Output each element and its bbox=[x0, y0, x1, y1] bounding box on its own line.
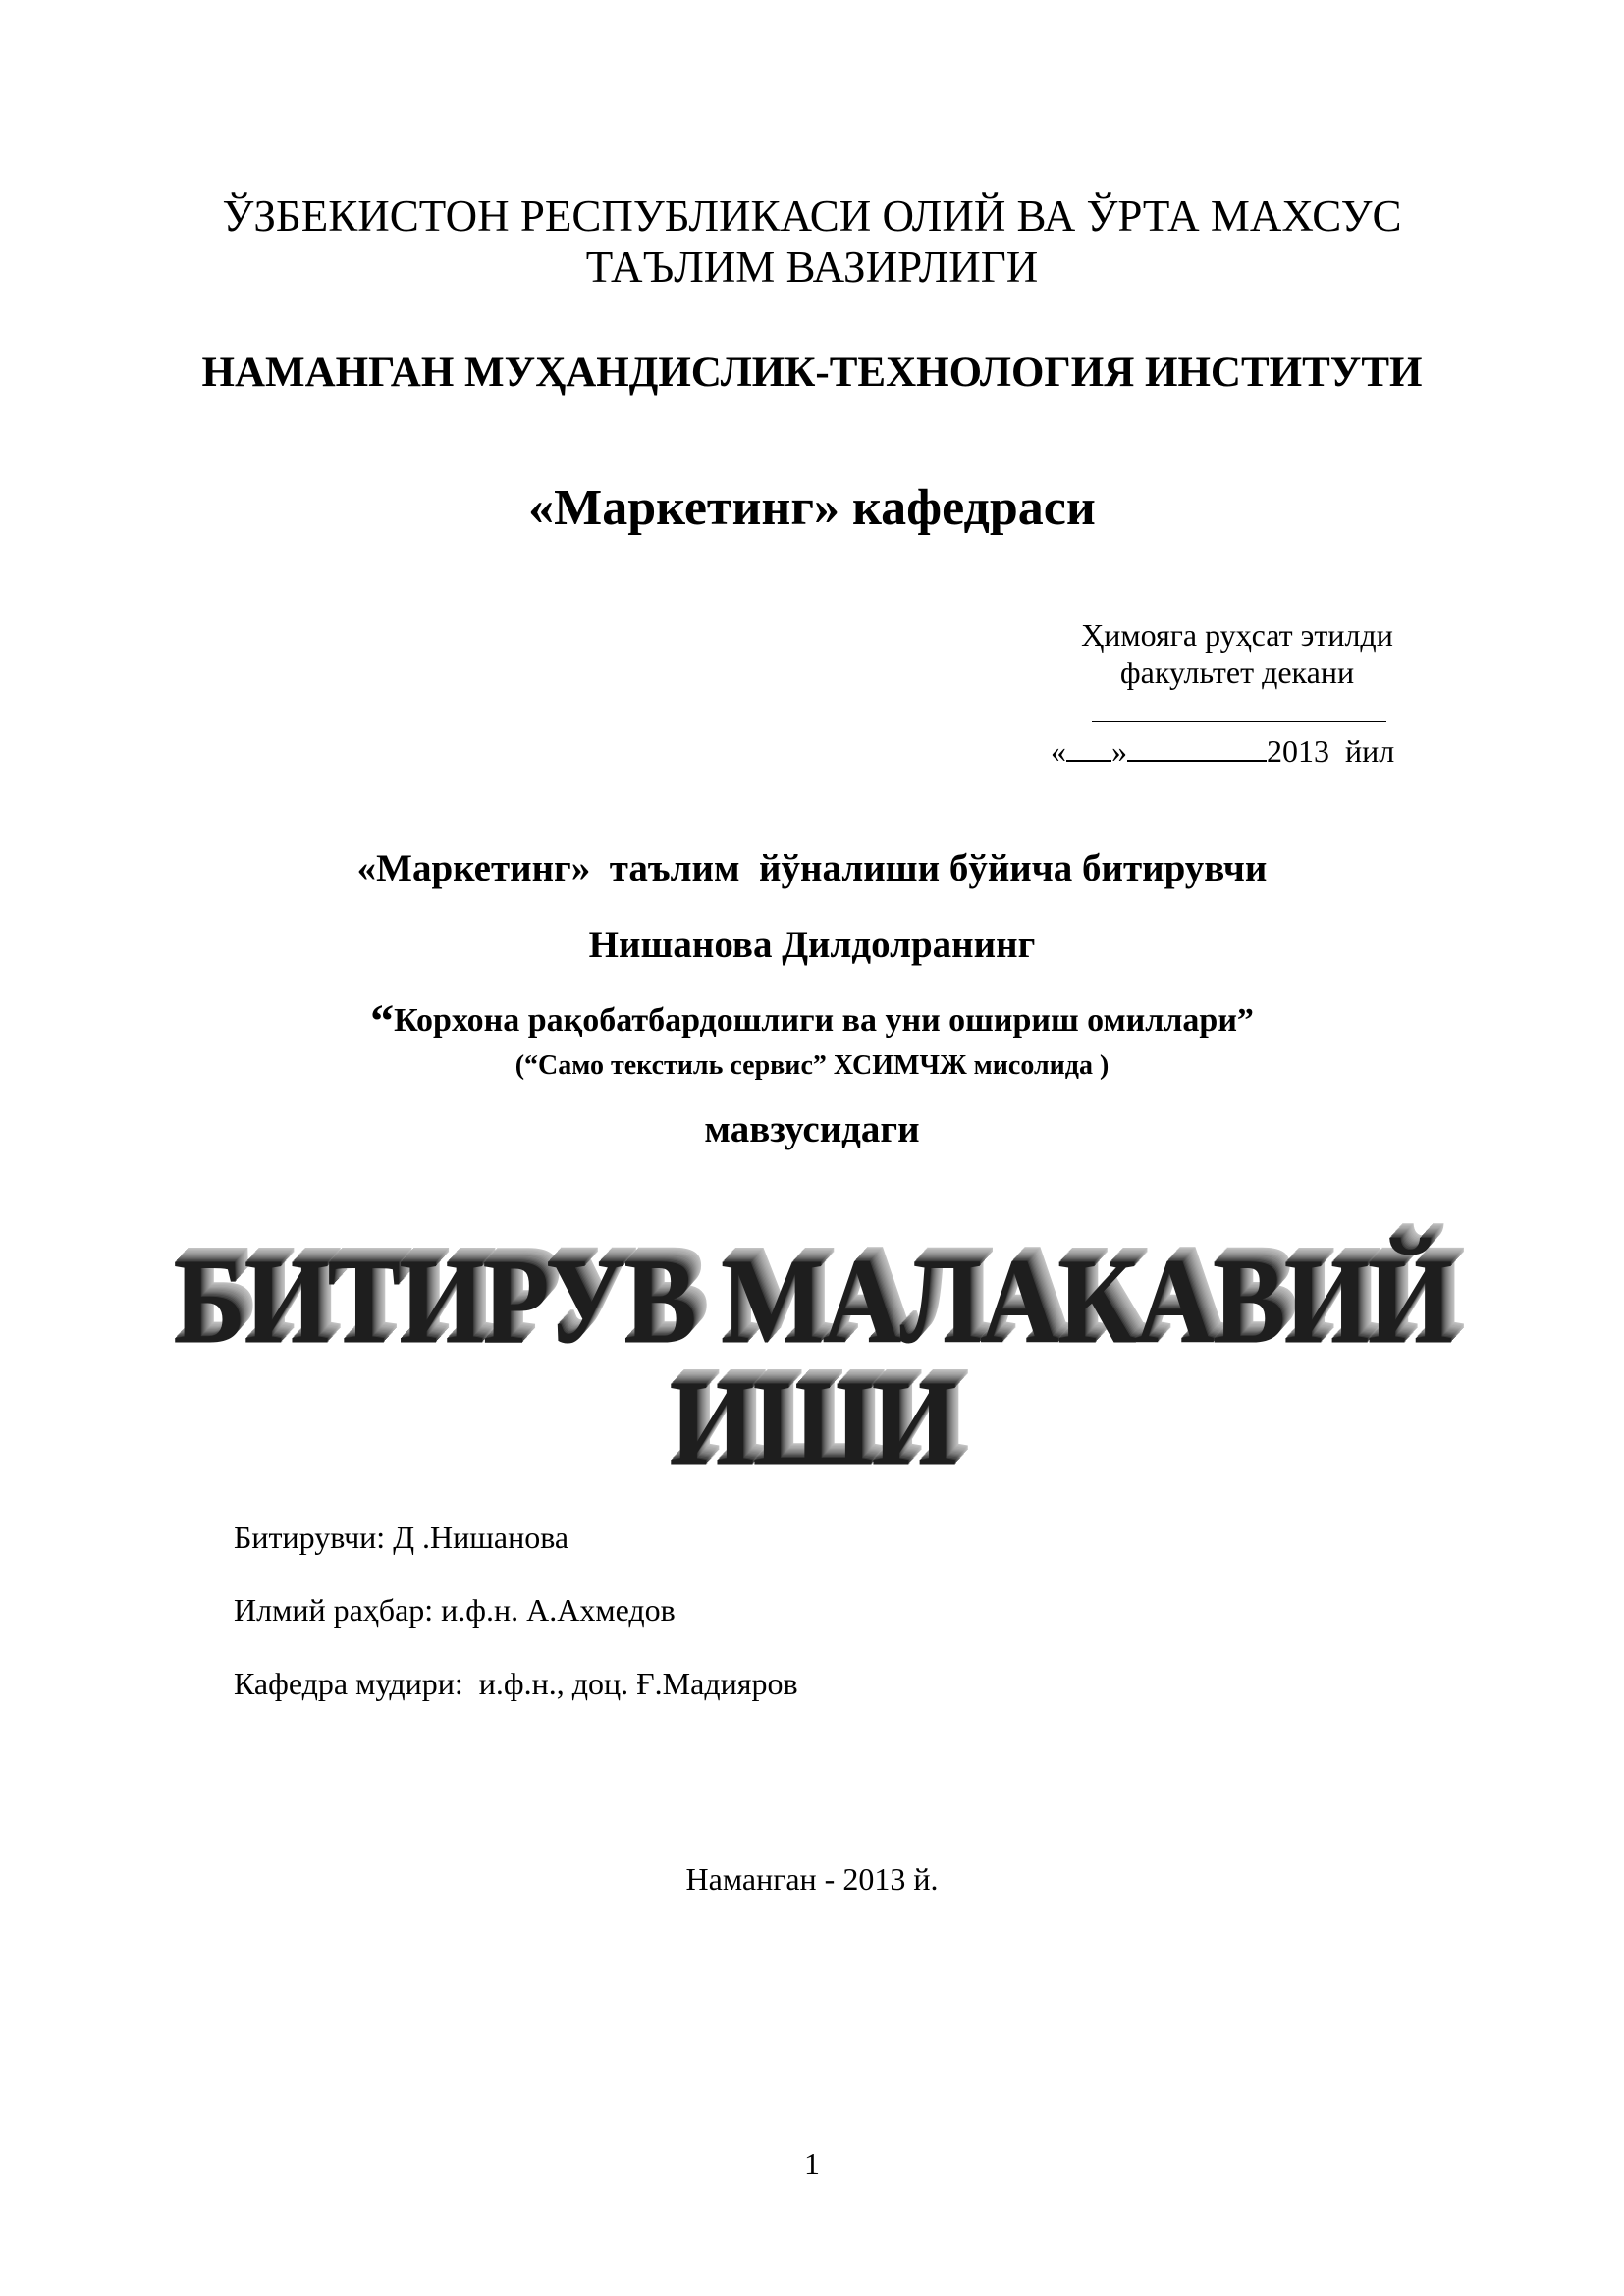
date-day-blank bbox=[1066, 730, 1111, 762]
topic-suffix: мавзусидаги bbox=[704, 1108, 920, 1150]
thesis-case: (“Само текстиль сервис” ХСИМЧЖ мисолида ) bbox=[514, 1050, 1110, 1081]
department-head-line: Кафедра мудири: и.ф.н., доц. Ғ.Мадияров bbox=[234, 1666, 798, 1701]
page-number: 1 bbox=[804, 2146, 820, 2181]
date-suffix: йил bbox=[1345, 733, 1395, 769]
department-name: «Маркетинг» кафедраси bbox=[528, 480, 1096, 536]
ministry-title-line-1: ЎЗБЕКИСТОН РЕСПУБЛИКАСИ ОЛИЙ ВА ЎРТА МАХСУС bbox=[222, 191, 1402, 240]
approval-line-1: Ҳимояга руҳсат этилди bbox=[1081, 617, 1393, 653]
approval-date bbox=[1051, 730, 1394, 770]
work-type-title-line-1: БИТИРУВ МАЛАКАВИЙ bbox=[173, 1233, 1451, 1370]
date-month-blank bbox=[1127, 730, 1267, 762]
work-type-title-line-2: ИШИ bbox=[669, 1355, 955, 1492]
thesis-topic bbox=[0, 995, 1624, 1047]
city-year: Наманган - 2013 й. bbox=[685, 1861, 939, 1896]
graduate-line: Битирувчи: Д .Нишанова bbox=[234, 1520, 569, 1555]
date-close-quote: » bbox=[1111, 733, 1127, 769]
date-year: 2013 bbox=[1267, 733, 1329, 769]
approval-line-2: факультет декани bbox=[1119, 655, 1355, 690]
ministry-title-line-2: ТАЪЛИМ ВАЗИРЛИГИ bbox=[585, 242, 1039, 292]
dean-signature-line bbox=[1092, 721, 1386, 722]
institute-name: НАМАНГАН МУҲАНДИСЛИК-ТЕХНОЛОГИЯ ИНСТИТУТИ bbox=[201, 349, 1423, 396]
supervisor-line: Илмий раҳбар: и.ф.н. А.Ахмедов bbox=[234, 1592, 676, 1628]
topic-open-quote: “ bbox=[370, 995, 395, 1047]
topic-text: Корхона рақобатбардошлиги ва уни ошириш омиллари” bbox=[394, 1002, 1254, 1039]
direction-line: «Маркетинг» таълим йўналиши бўйича битирувчи bbox=[356, 847, 1268, 889]
date-open-quote: « bbox=[1051, 733, 1066, 769]
student-name: Нишанова Дилдолранинг bbox=[588, 924, 1036, 966]
